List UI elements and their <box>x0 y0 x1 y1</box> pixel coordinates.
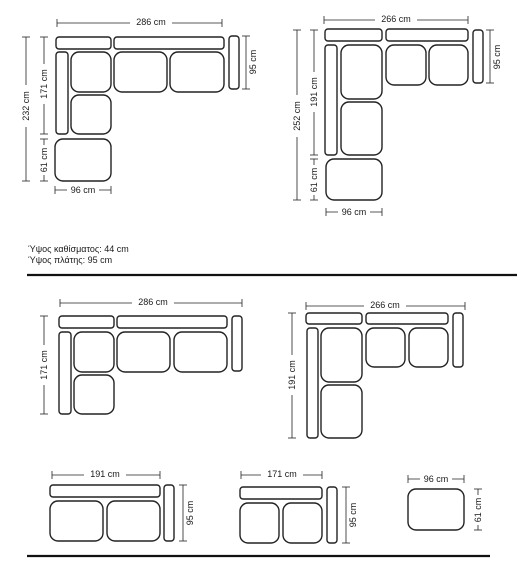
armrest <box>473 30 483 83</box>
seat-cushion <box>74 375 114 414</box>
armrest <box>229 36 239 89</box>
dim-label-height: 191 cm <box>287 360 297 390</box>
back-cushion <box>306 313 362 324</box>
dim-label-side: 95 cm <box>185 500 195 526</box>
back-cushion <box>366 313 448 324</box>
seat-cushion <box>50 501 103 541</box>
dim-label-width: 266 cm <box>370 300 400 310</box>
back-cushion <box>56 37 111 49</box>
back-cushion <box>114 37 224 49</box>
dim-label-height: 232 cm <box>21 91 31 121</box>
armrest <box>164 485 174 541</box>
seat-cushion <box>114 52 167 92</box>
dim-label-side: 95 cm <box>492 44 502 70</box>
dim-label-pouf-width: 96 cm <box>423 474 449 484</box>
armrest <box>327 487 337 543</box>
config-straight-191 <box>50 467 195 541</box>
dim-label-pouf-width: 96 cm <box>70 185 96 195</box>
back-cushion <box>50 485 160 497</box>
dim-label-pouf-depth: 61 cm <box>39 147 49 173</box>
back-cushion <box>59 332 71 414</box>
seat-cushion <box>409 328 448 367</box>
seat-cushion <box>240 503 279 543</box>
seat-cushion <box>341 102 382 155</box>
seat-cushion <box>366 328 405 367</box>
back-height-note: Ύψος πλάτης: 95 cm <box>28 255 113 265</box>
seat-cushion <box>71 52 111 92</box>
dim-label-width: 266 cm <box>381 14 411 24</box>
dim-label-pouf-depth: 61 cm <box>473 497 483 523</box>
dim-label-height: 171 cm <box>39 350 49 380</box>
back-cushion <box>307 328 318 438</box>
back-cushion <box>117 316 227 328</box>
config-corner-286x232 <box>20 15 258 196</box>
dim-label-width: 191 cm <box>90 469 120 479</box>
dim-label-inner: 171 cm <box>39 69 49 99</box>
dim-label-side: 95 cm <box>248 49 258 75</box>
seat-cushion <box>174 332 227 372</box>
dim-label-width: 171 cm <box>267 469 297 479</box>
armrest <box>453 313 463 367</box>
dim-label-width: 286 cm <box>138 297 168 307</box>
back-cushion <box>59 316 114 328</box>
back-cushion <box>325 29 382 41</box>
armrest <box>232 316 242 371</box>
dim-label-side: 95 cm <box>348 502 358 528</box>
config-corner-266x191 <box>286 298 465 438</box>
back-cushion <box>56 52 68 134</box>
seat-cushion <box>321 385 362 438</box>
seat-cushion <box>429 45 468 85</box>
dim-label-width: 286 cm <box>136 17 166 27</box>
config-straight-171 <box>240 467 358 543</box>
seat-cushion <box>107 501 160 541</box>
seat-cushion <box>341 45 382 99</box>
seat-cushion <box>74 332 114 372</box>
seat-cushion <box>71 95 111 134</box>
back-cushion <box>386 29 468 41</box>
seat-cushion <box>386 45 426 85</box>
dim-label-pouf-width: 96 cm <box>341 207 367 217</box>
back-cushion <box>240 487 322 499</box>
seat-cushion <box>117 332 170 372</box>
dim-label-height: 252 cm <box>292 101 302 131</box>
pouf <box>55 139 111 181</box>
config-corner-266x252 <box>291 12 502 218</box>
dim-label-pouf-depth: 61 cm <box>309 167 319 193</box>
pouf <box>408 489 464 530</box>
seat-cushion <box>170 52 224 92</box>
seat-cushion <box>321 328 362 382</box>
specs-notes <box>28 244 129 266</box>
back-cushion <box>325 45 337 155</box>
pouf <box>326 159 382 200</box>
dim-label-inner: 191 cm <box>309 77 319 107</box>
config-corner-286x171 <box>38 295 242 414</box>
config-pouf <box>408 473 484 530</box>
seat-cushion <box>283 503 322 543</box>
seat-height-note: Ύψος καθίσματος: 44 cm <box>28 244 129 254</box>
